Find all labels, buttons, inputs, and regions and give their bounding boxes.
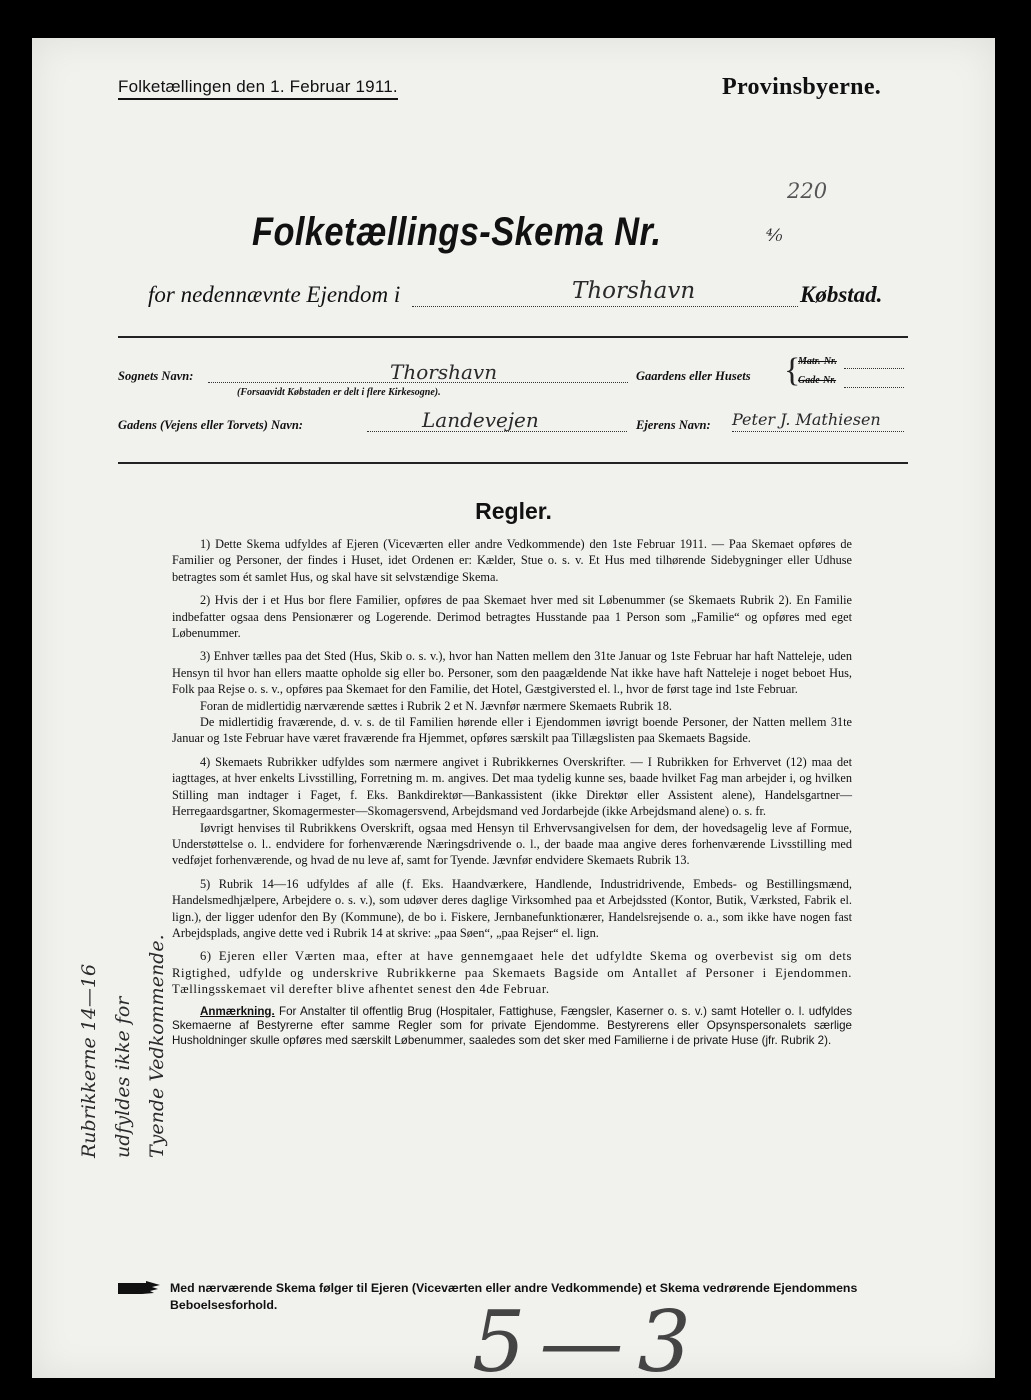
note-text: For Anstalter til offentlig Brug (Hospitaler, Fattighuse, Fængsler, Kaserner o. s. v.) samt Hoteller o. l. udfyldes Skemaerne af Bestyrerne efter samme Regler som for private Ejendomme. Bestyrerens eller Opsynspersonalets særlige Husholdninger skulle opføres med særskilt Løbenummer, saaledes som det sker med Familierne i de private Huse (jfr. Rubrik 2). xyxy=(172,1004,852,1047)
sogn-note: (Forsaavidt Købstaden er delt i flere Kirkesogne). xyxy=(237,387,441,398)
rules-body xyxy=(172,536,852,1055)
skema-number-value: ⁴⁄₀ xyxy=(766,226,783,246)
sogn-value: Thorshavn xyxy=(390,360,498,384)
rule-3-temporary-absent: De midlertidig fraværende, d. v. s. de til Familien hørende eller i Ejendommen iøvrigt boende Personer, der Natten mellem 31te Januar og 1ste Februar have været fraværende fra Hjemmet, opføres særskilt paa Tillægslisten paa Skemaets Bagside. xyxy=(172,715,852,746)
gade-value: Landevejen xyxy=(422,408,539,432)
gade-nr-label: Gade-Nr. xyxy=(798,375,837,386)
margin-note-line-1: Rubrikkerne 14—16 xyxy=(78,963,100,1158)
rule-6: 6) Ejeren eller Værten maa, efter at have gennemgaaet hele det udfyldte Skema og overbevist sig om dets Rigtighed, udfylde og underskrive Rubrikkerne paa Skemaets Bagside om Antallet af Personer i Ejendommen. Tællingsskemaet vil derefter blive afhentet senest den 4de Februar. xyxy=(172,949,852,997)
rule-4-continued: Iøvrigt henvises til Rubrikkens Overskrift, ogsaa med Hensyn til Erhvervsangivelsen for dem, der hovedsagelig leve af Formue, Understøttelse o. l.. endvidere for forhenværende Næringsdrivende o. l., der baade maa angive deres forhenværende Livsstilling med vedføjet forhenværende, og hvad de nu leve af, samt for Tyende. Jævnfør endvidere Skemaets Rubrik 13. xyxy=(172,820,852,868)
footer-note: Med nærværende Skema følger til Ejeren (Viceværten eller andre Vedkommende) et Skema vedrørende Ejendommens Beboelsesforhold. xyxy=(170,1281,858,1312)
margin-note xyxy=(72,934,174,1158)
ejer-label: Ejerens Navn: xyxy=(636,418,711,432)
gade-label: Gadens (Vejens eller Torvets) Navn: xyxy=(118,418,303,432)
census-date-header: Folketællingen den 1. Februar 1911. xyxy=(118,77,398,100)
form-title: Folketællings-Skema Nr. xyxy=(252,210,662,254)
rule-2: 2) Hvis der i et Hus bor flere Familier, opføres de paa Skemaet hver med sit Løbenummer (se Skemaets Rubrik 2). En Familie indbefatter ogsaa dens Pensionærer og Logerende. Derimod betragtes Husstande paa 1 Person som „Familie“ og opføres med eget Løbenummer. xyxy=(172,593,852,641)
brace-icon: { xyxy=(784,352,801,389)
fields-divider xyxy=(118,462,908,464)
sogn-label: Sognets Navn: xyxy=(118,369,194,383)
ejer-value: Peter J. Mathiesen xyxy=(732,410,881,429)
city-value: Thorshavn xyxy=(572,278,696,304)
matr-dotted-line xyxy=(844,368,904,369)
pointing-hand-icon xyxy=(116,1278,166,1303)
margin-note-line-3: Tyende Vedkommende. xyxy=(146,934,168,1158)
rule-3: 3) Enhver tælles paa det Sted (Hus, Skib o. s. v.), hvor han Natten mellem den 31te Januar og 1ste Februar har haft Natteleje, uden Hensyn til hvor han ellers maatte opholde sig eller bo. Personer, som den paagældende Nat ikke have haft Natteleje i noget beboet Hus, Folk paa Rejse o. s. v., opføres paa Skemaet for den Familie, det Hotel, Gæstgiversted el. l., hvor de først tage ind 1ste Februar. xyxy=(172,649,852,697)
rule-1: 1) Dette Skema udfyldes af Ejeren (Viceværten eller andre Vedkommende) den 1ste Februar 1911. — Paa Skemaet opføres de Familier og Personer, der findes i Huset, idet Ordenen er: Kælder, Stue o. s. v. Et Hus med tilhørende Sidebygninger eller Udhuse betragtes som ét samlet Hus, og skal have sit selvstændige Skema. xyxy=(172,537,852,584)
census-form-page xyxy=(32,38,995,1391)
handwritten-page-number: 220 xyxy=(787,179,828,203)
gaard-label: Gaardens eller Husets xyxy=(636,369,751,383)
note-paragraph xyxy=(172,1005,852,1049)
ejer-dotted-line xyxy=(732,431,904,432)
margin-note-line-2: udfyldes ikke for xyxy=(112,996,134,1158)
region-header: Provinsbyerne. xyxy=(722,74,882,100)
rules-heading: Regler. xyxy=(475,498,552,524)
note-label: Anmærkning. xyxy=(200,1004,275,1018)
rule-5: 5) Rubrik 14—16 udfyldes af alle (f. Eks. Haandværkere, Handlende, Industridrivende, Embeds- og Bestillingsmænd, Handelsmedhjælpere, Arbejdere o. s. v.), som udøver deres daglige Virksomhed paa et Arbejdssted (Kontor, Butik, Værksted, Fabrik el. lign.), der ligger udenfor den By (Kommune), de bo i. Fiskere, Jernbanefunktionærer, Handelsrejsende o. a., som ikke have nogen fast Arbejdsplads, angive dette ved i Rubrik 14 at skrive: „paa Søen“, „paa Rejser“ el. lign. xyxy=(172,876,852,940)
gade-nr-dotted-line xyxy=(844,387,904,388)
rule-3-temporary-present: Foran de midlertidig nærværende sættes i Rubrik 2 et N. Jævnfør nærmere Skemaets Rubrik 18. xyxy=(200,698,673,713)
property-prefix: for nedennævnte Ejendom i xyxy=(148,282,401,307)
city-dotted-line xyxy=(412,306,798,307)
matr-label: Matr.-Nr. xyxy=(798,356,837,367)
top-divider xyxy=(118,336,908,338)
handwritten-code: 5—3 xyxy=(472,1293,705,1391)
property-suffix: Købstad. xyxy=(800,282,883,307)
rule-4: 4) Skemaets Rubrikker udfyldes som nærmere angivet i Rubrikkernes Overskrifter. — I Rubrikken for Erhvervet (12) maa det iagttages, at hver enkelts Livsstilling, Forretning m. m. angives. Det maa tydelig kunne ses, baade hvilket Fag man arbejder i, og hvilken Stilling man indtager i Faget, f. Eks. Bankdirektør—Bankassistent (ikke Direktør eller Assistent alene), Handelsgartner—Herregaardsgartner, Skomagermester—Skomagersvend, Arbejdsmand ved Jordarbejde (ikke Arbejdsmand alene) o. s. fr. xyxy=(172,754,852,819)
